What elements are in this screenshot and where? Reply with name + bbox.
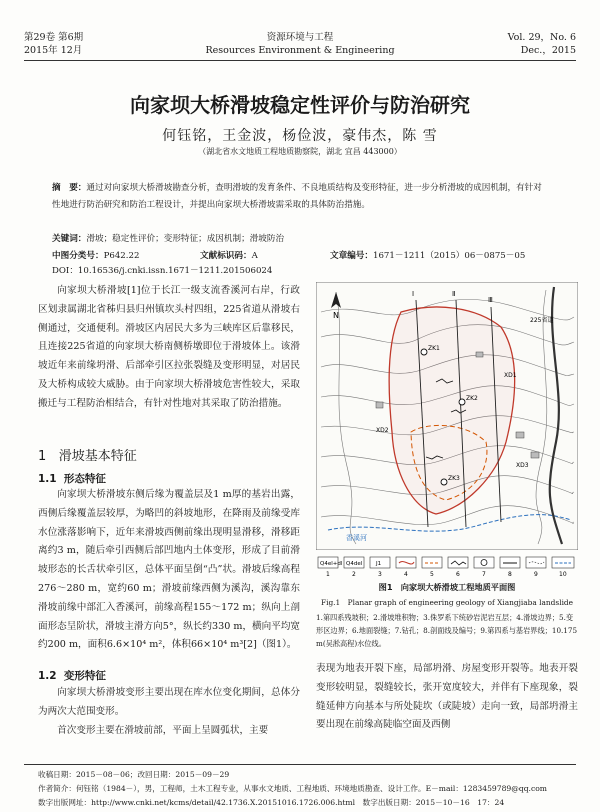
svg-text:2: 2 [352,571,356,578]
map-label-section-1: Ⅰ [412,290,415,298]
svg-text:10: 10 [559,571,567,578]
svg-text:1: 1 [326,571,330,578]
subsection-1-1-heading: 1.1 形态特征 [38,473,106,485]
header-volume-en: Vol. 29，No. 6 [507,32,576,43]
legend-label-qdel: Q4del [346,561,363,567]
figure-1-caption-en: Fig.1 Planar graph of engineering geology of Xiangjiaba landslide [320,598,574,607]
article-number: 文章编号：1671－1211（2015）06－0875－05 [330,251,526,261]
paragraph-1-2b: 首次变形主要在滑坡前部，平面上呈圆弧状，主要 [57,725,269,736]
map-label-section-2: Ⅱ [452,290,456,298]
affiliation: （湖北省水文地质工程地质勘察院，湖北 宜昌 443000） [198,147,402,156]
svg-text:3: 3 [378,571,382,578]
map-label-section-3: Ⅲ [488,296,493,304]
footnote-author: 作者简介：何钰铭（1984－），男，工程师，土木工程专业，从事水文地质、工程地质、环境地质勘查、设计工作。E－mail：1283459789@qq.com [38,784,547,793]
header-rule [24,60,576,61]
abstract [52,180,550,214]
legend-items [318,557,574,578]
paper-title: 向家坝大桥滑坡稳定性评价与防治研究 [130,93,470,117]
subsection-1-2-heading: 1.2 变形特征 [38,670,106,682]
map-label-xd3: XD3 [516,462,529,469]
map-label-xd2: XD2 [376,427,389,434]
svg-text:6: 6 [456,571,460,578]
svg-text:7: 7 [482,571,486,578]
footnote-received: 收稿日期：2015－08－06；改回日期：2015－09－29 [38,770,230,779]
map-svg [316,282,578,550]
doi: DOI：10.16536/j.cnki.issn.1671－1211.201506024 [52,266,273,276]
section-1-heading: 1 滑坡基本特征 [38,449,137,464]
abstract-label: 摘 要： [52,183,87,193]
authors: 何钰铭，王金波，杨俭波，豪伟杰，陈 雪 [162,128,438,144]
svg-text:8: 8 [508,571,512,578]
map-label-north: N [333,311,339,320]
abstract-text: 通过对向家坝大桥滑坡勘查分析，查明滑坡的发育条件、不良地质结构及变形特征，进一步分析滑坡的成因机制，有针对性地进行防治研究和防治工程设计，并提出向家坝大桥滑坡需采取的具体防治措施。 [52,183,542,210]
svg-text:4: 4 [404,571,408,578]
header-journal-cn: 资源环境与工程 [266,32,334,43]
legend-label-j1: J1 [376,561,382,567]
footnote-network: 数字出版网址：http://www.cnki.net/kcms/detail/42.1736.X.20151016.1726.006.html 数字出版日期：2015－10－16 17：24 [38,798,505,807]
footnote-rule [24,764,576,765]
header-journal-en: Resources Environment & Engineering [205,45,395,56]
clc-number: 中图分类号：P642.22 [52,251,140,261]
figure-1-caption-cn: 图1 向家坝大桥滑坡工程地质平面图 [378,582,516,592]
legend-label-qel: Q4el+dl [320,561,343,567]
svg-text:5: 5 [430,571,434,578]
figure-1-map [316,282,578,550]
map-label-zk1: ZK1 [428,345,440,352]
legend-borehole [481,560,487,566]
map-label-road: 225省道 [530,317,554,324]
map-label-zk3: ZK3 [448,475,460,482]
keywords [52,232,284,244]
keywords-text: 滑坡；稳定性评价；变形特征；成因机制；滑坡防治 [86,234,285,244]
header-volume: 第29卷 第6期 [24,32,84,43]
figure-1-legend-text: 1.第四系残坡积；2.滑坡堆积物；3.侏罗系下统砂岩泥岩互层；4.滑坡边界；5.变形区边界；6.地面裂缝；7.钻孔；8.剖面线及编号；9.第四系与基岩界线；10.175 m(吴淞高程)水位线。 [316,613,578,648]
map-label-xd1: XD1 [504,372,517,379]
doc-code: 文献标识码：A [200,251,258,261]
paragraph-1-2a: 向家坝大桥滑坡变形主要出现在库水位变化期间，总体分为两次大范围变形。 [38,687,300,717]
intro-paragraph: 向家坝大桥滑坡[1]位于长江一级支流香溪河右岸，行政区划隶属湖北省秭归县归州镇坎头村四组，225省道从滑坡右侧通过，交通便利。滑坡区内居民大多为三峡库区后靠移民，且连接225省道的向家坝大桥南侧桥墩即位于滑坡体上。该滑坡近年来前缘坍滑、后部牵引区拉张裂缝及变形明显，对居民及大桥构成较大威胁。由于向家坝大桥滑坡危害性较大，采取搬迁与工程防治相结合，有针对性地对其采取了防治措施。 [38,285,300,409]
map-label-zk2: ZK2 [466,395,478,402]
keywords-label: 关键词： [52,234,87,244]
map-label-river: 香溪河 [346,534,367,542]
right-column-paragraph: 表现为地表开裂下座，局部坍滑、房屋变形开裂等。地表开裂变形较明显，裂缝较长，张开宽度较大，并伴有下座现象，裂缝延伸方向基本与所处陡坎（或陡坡）走向一致，局部坍滑主要出现在前缘高陡临空面及西侧 [316,663,578,731]
legend-svg [316,554,578,578]
map-legend [316,554,578,578]
paragraph-1-1: 向家坝大桥滑坡东侧后缘为覆盖层及1 m厚的基岩出露，西侧后缘覆盖层较厚，为略凹的斜坡地形，在降雨及前缘受库水位涨落影响下，近年来滑坡西侧前缘出现明显滑移，滑移距离约3 m，随后牵引西侧后部凹地内土体变形，形成了目前滑坡形态的长舌状牵引区，总体平面呈倒“凸”状。滑坡后缘高程276～280 m，宽约60 m；滑坡前缘西侧为溪沟，溪沟靠东滑坡前缘中部汇入香溪河，前缘高程155～172 m；纵向上剖面形态呈阶状，滑坡主滑方向5°，纵长约330 m，横向平均宽约200 m，面积6.6×10⁴ m²，体积66×10⁴ m³[2]（图1）。 [38,489,301,651]
header-date: 2015年 12月 [24,45,83,56]
header-date-en: Dec.，2015 [520,45,576,56]
svg-text:9: 9 [534,571,538,578]
